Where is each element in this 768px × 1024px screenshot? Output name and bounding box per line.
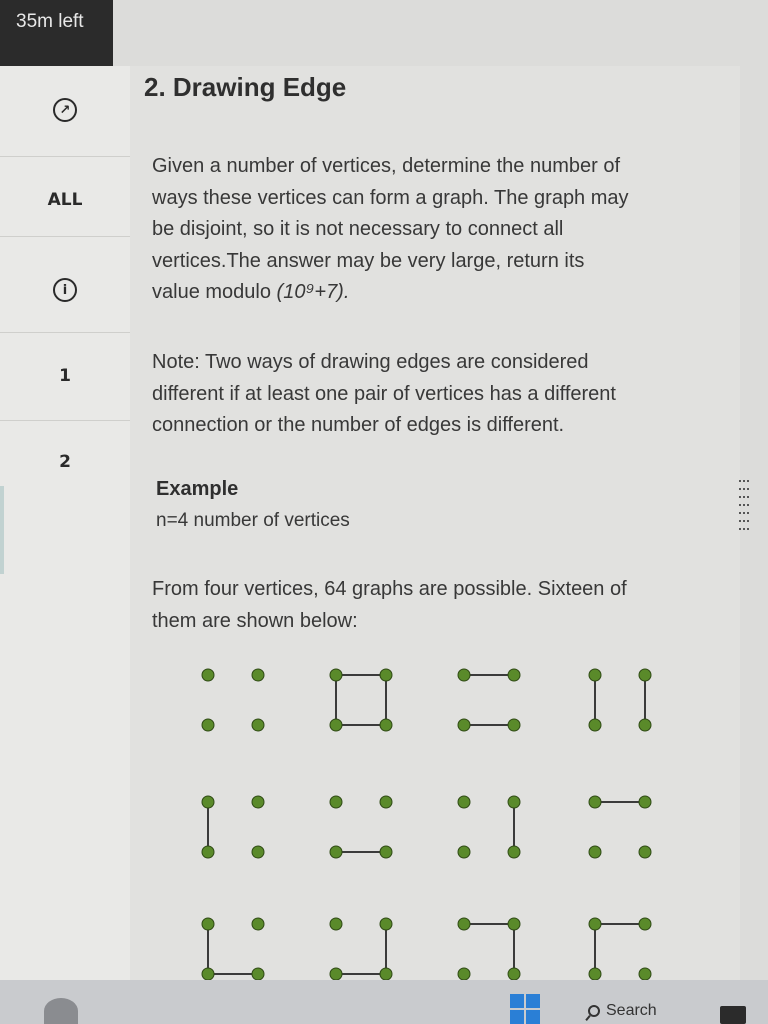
description-line: be disjoint, so it is not necessary to connect all bbox=[152, 218, 564, 240]
sidebar-item-question-1[interactable] bbox=[0, 366, 130, 386]
sidebar-divider bbox=[0, 420, 130, 421]
info-icon: i bbox=[53, 278, 77, 302]
sidebar-item-label: 1 bbox=[59, 366, 71, 386]
taskbar-app-icon[interactable] bbox=[720, 1006, 746, 1024]
windows-logo-pane bbox=[510, 1010, 524, 1024]
example-heading: Example bbox=[156, 478, 239, 500]
note-line: Note: Two ways of drawing edges are considered bbox=[152, 351, 589, 373]
problem-description bbox=[152, 151, 712, 309]
search-label: Search bbox=[606, 1002, 657, 1019]
question-sidebar bbox=[0, 66, 130, 980]
sidebar-divider bbox=[0, 236, 130, 237]
navigate-arrow-icon: ↗ bbox=[53, 98, 77, 122]
description-line: vertices.The answer may be very large, return its bbox=[152, 249, 585, 272]
time-remaining: 35m left bbox=[0, 0, 113, 66]
modulo-expression: (10⁹+7). bbox=[276, 281, 350, 303]
active-question-indicator bbox=[0, 486, 4, 574]
note-line: connection or the number of edges is different. bbox=[152, 414, 565, 436]
problem-note bbox=[152, 347, 712, 442]
sidebar-item-question-2[interactable] bbox=[0, 452, 130, 472]
windows-logo-pane bbox=[510, 994, 524, 1008]
search-icon bbox=[588, 1005, 600, 1017]
panel-resize-handle[interactable] bbox=[737, 476, 751, 536]
taskbar-widget[interactable] bbox=[44, 998, 78, 1024]
description-line bbox=[152, 277, 712, 309]
windows-logo-pane bbox=[526, 994, 540, 1008]
sidebar-divider bbox=[0, 332, 130, 333]
taskbar-search[interactable] bbox=[588, 998, 708, 1024]
description-line: ways these vertices can form a graph. The graph may bbox=[152, 186, 629, 209]
windows-logo-pane bbox=[526, 1010, 540, 1024]
page-title: 2. Drawing Edge bbox=[144, 72, 347, 102]
description-line: Given a number of vertices, determine the number of bbox=[152, 155, 621, 177]
sidebar-divider bbox=[0, 156, 130, 157]
sidebar-item-label: 2 bbox=[59, 452, 71, 472]
example-explanation bbox=[152, 574, 712, 637]
start-button[interactable] bbox=[510, 994, 540, 1024]
sidebar-item-label: ALL bbox=[47, 190, 83, 210]
sidebar-item-nav[interactable] bbox=[0, 98, 130, 122]
modulo-prefix: value modulo bbox=[152, 281, 277, 303]
sidebar-item-info[interactable] bbox=[0, 278, 130, 302]
example-input: n=4 number of vertices bbox=[156, 510, 350, 531]
sidebar-item-all[interactable] bbox=[0, 190, 130, 210]
note-line: different if at least one pair of vertices has a different bbox=[152, 382, 616, 405]
example-line: From four vertices, 64 graphs are possible. Sixteen of bbox=[152, 578, 627, 600]
example-line: them are shown below: bbox=[152, 609, 358, 632]
